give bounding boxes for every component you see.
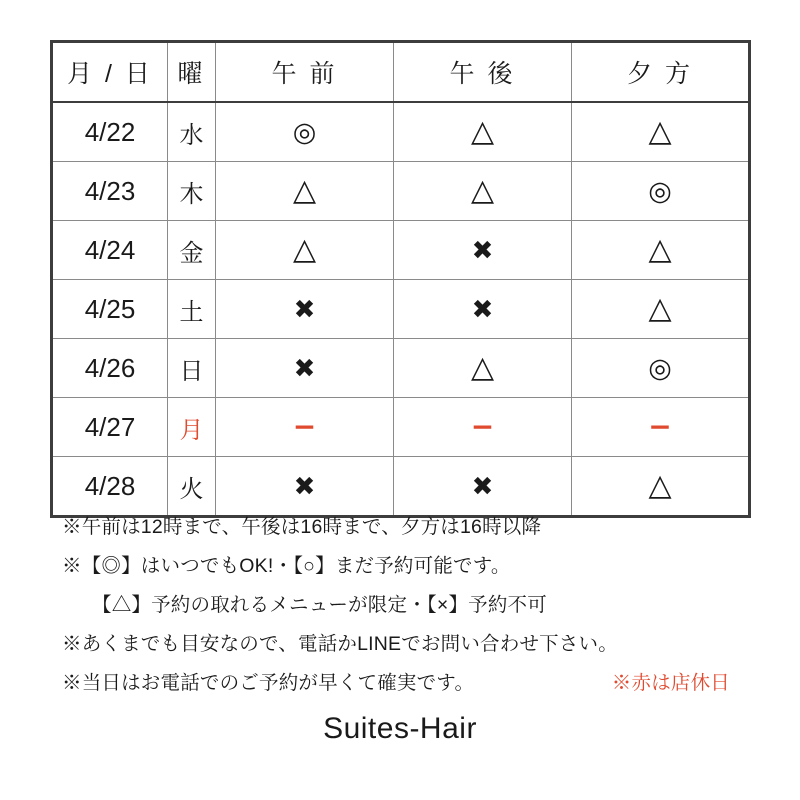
cell-afternoon-status bbox=[394, 280, 572, 339]
status-mark-cross-icon: ✖ bbox=[471, 294, 494, 325]
cell-date: 4/27 bbox=[52, 398, 168, 457]
cell-afternoon-status bbox=[394, 102, 572, 162]
notes-block bbox=[62, 508, 752, 703]
column-header-date: 月 / 日 bbox=[52, 42, 168, 103]
status-mark-triangle-icon: △ bbox=[648, 290, 672, 326]
column-header-evening: 夕 方 bbox=[572, 42, 750, 103]
cell-morning-status bbox=[216, 280, 394, 339]
note-line-sameday: ※当日はお電話でのご予約が早くて確実です。 bbox=[62, 672, 475, 694]
cell-dayofweek: 土 bbox=[168, 280, 216, 339]
cell-evening-status bbox=[572, 339, 750, 398]
status-mark-cross-icon: ✖ bbox=[293, 294, 316, 325]
availability-table bbox=[50, 40, 751, 518]
schedule-table-wrapper bbox=[50, 40, 750, 518]
status-mark-triangle-icon: △ bbox=[648, 467, 672, 503]
column-header-dayofweek: 曜 bbox=[168, 42, 216, 103]
cell-evening-status bbox=[572, 221, 750, 280]
cell-dayofweek: 火 bbox=[168, 457, 216, 517]
status-mark-cross-icon: ✖ bbox=[471, 471, 494, 502]
note-row-inner bbox=[62, 664, 730, 703]
column-header-morning: 午 前 bbox=[216, 42, 394, 103]
status-mark-double-icon: ◎ bbox=[292, 116, 317, 148]
table-row bbox=[52, 398, 750, 457]
table-header bbox=[52, 42, 750, 103]
status-mark-dash-icon: − bbox=[648, 409, 672, 443]
table-body bbox=[52, 102, 750, 517]
cell-evening-status bbox=[572, 280, 750, 339]
note-line-marks-limited: 【△】予約の取れるメニューが限定・【×】予約不可 bbox=[92, 594, 547, 616]
cell-evening-status bbox=[572, 162, 750, 221]
status-mark-dash-icon: − bbox=[292, 409, 317, 443]
table-header-row bbox=[52, 42, 750, 103]
cell-date: 4/22 bbox=[52, 102, 168, 162]
cell-date: 4/24 bbox=[52, 221, 168, 280]
cell-afternoon-status bbox=[394, 398, 572, 457]
cell-date: 4/28 bbox=[52, 457, 168, 517]
cell-dayofweek: 金 bbox=[168, 221, 216, 280]
note-line-hours: ※午前は12時まで、午後は16時まで、夕方は16時以降 bbox=[62, 516, 542, 538]
status-mark-cross-icon: ✖ bbox=[471, 235, 494, 266]
cell-date: 4/25 bbox=[52, 280, 168, 339]
cell-dayofweek-holiday: 月 bbox=[168, 398, 216, 457]
cell-date: 4/23 bbox=[52, 162, 168, 221]
status-mark-triangle-icon: △ bbox=[292, 172, 317, 208]
column-header-afternoon: 午 後 bbox=[394, 42, 572, 103]
table-row bbox=[52, 339, 750, 398]
status-mark-triangle-icon: △ bbox=[470, 113, 495, 149]
cell-date: 4/26 bbox=[52, 339, 168, 398]
status-mark-cross-icon: ✖ bbox=[293, 353, 316, 384]
cell-morning-status bbox=[216, 102, 394, 162]
note-line-holiday-red: ※赤は店休日 bbox=[611, 672, 730, 694]
cell-afternoon-status bbox=[394, 339, 572, 398]
table-row bbox=[52, 162, 750, 221]
note-line-marks-open: ※【◎】はいつでもOK!・【○】まだ予約可能です。 bbox=[62, 555, 511, 577]
cell-evening-status bbox=[572, 398, 750, 457]
cell-dayofweek: 日 bbox=[168, 339, 216, 398]
cell-morning-status bbox=[216, 398, 394, 457]
cell-afternoon-status bbox=[394, 221, 572, 280]
table-row bbox=[52, 221, 750, 280]
cell-dayofweek: 水 bbox=[168, 102, 216, 162]
status-mark-triangle-icon: △ bbox=[470, 172, 495, 208]
status-mark-double-icon: ◎ bbox=[648, 352, 672, 384]
status-mark-cross-icon: ✖ bbox=[293, 471, 316, 502]
cell-morning-status bbox=[216, 339, 394, 398]
cell-morning-status bbox=[216, 221, 394, 280]
status-mark-double-icon: ◎ bbox=[648, 175, 672, 207]
note-line-contact: ※あくまでも目安なので、電話かLINEでお問い合わせ下さい。 bbox=[62, 633, 618, 655]
table-row bbox=[52, 280, 750, 339]
status-mark-dash-icon: − bbox=[470, 409, 495, 443]
brand-name: Suites-Hair bbox=[323, 712, 477, 745]
cell-afternoon-status bbox=[394, 162, 572, 221]
status-mark-triangle-icon: △ bbox=[470, 349, 495, 385]
status-mark-triangle-icon: △ bbox=[648, 113, 672, 149]
cell-evening-status bbox=[572, 102, 750, 162]
status-mark-triangle-icon: △ bbox=[648, 231, 672, 267]
status-mark-triangle-icon: △ bbox=[292, 231, 317, 267]
cell-morning-status bbox=[216, 162, 394, 221]
cell-dayofweek: 木 bbox=[168, 162, 216, 221]
table-row bbox=[52, 102, 750, 162]
note-line-sameday-row bbox=[62, 664, 752, 703]
